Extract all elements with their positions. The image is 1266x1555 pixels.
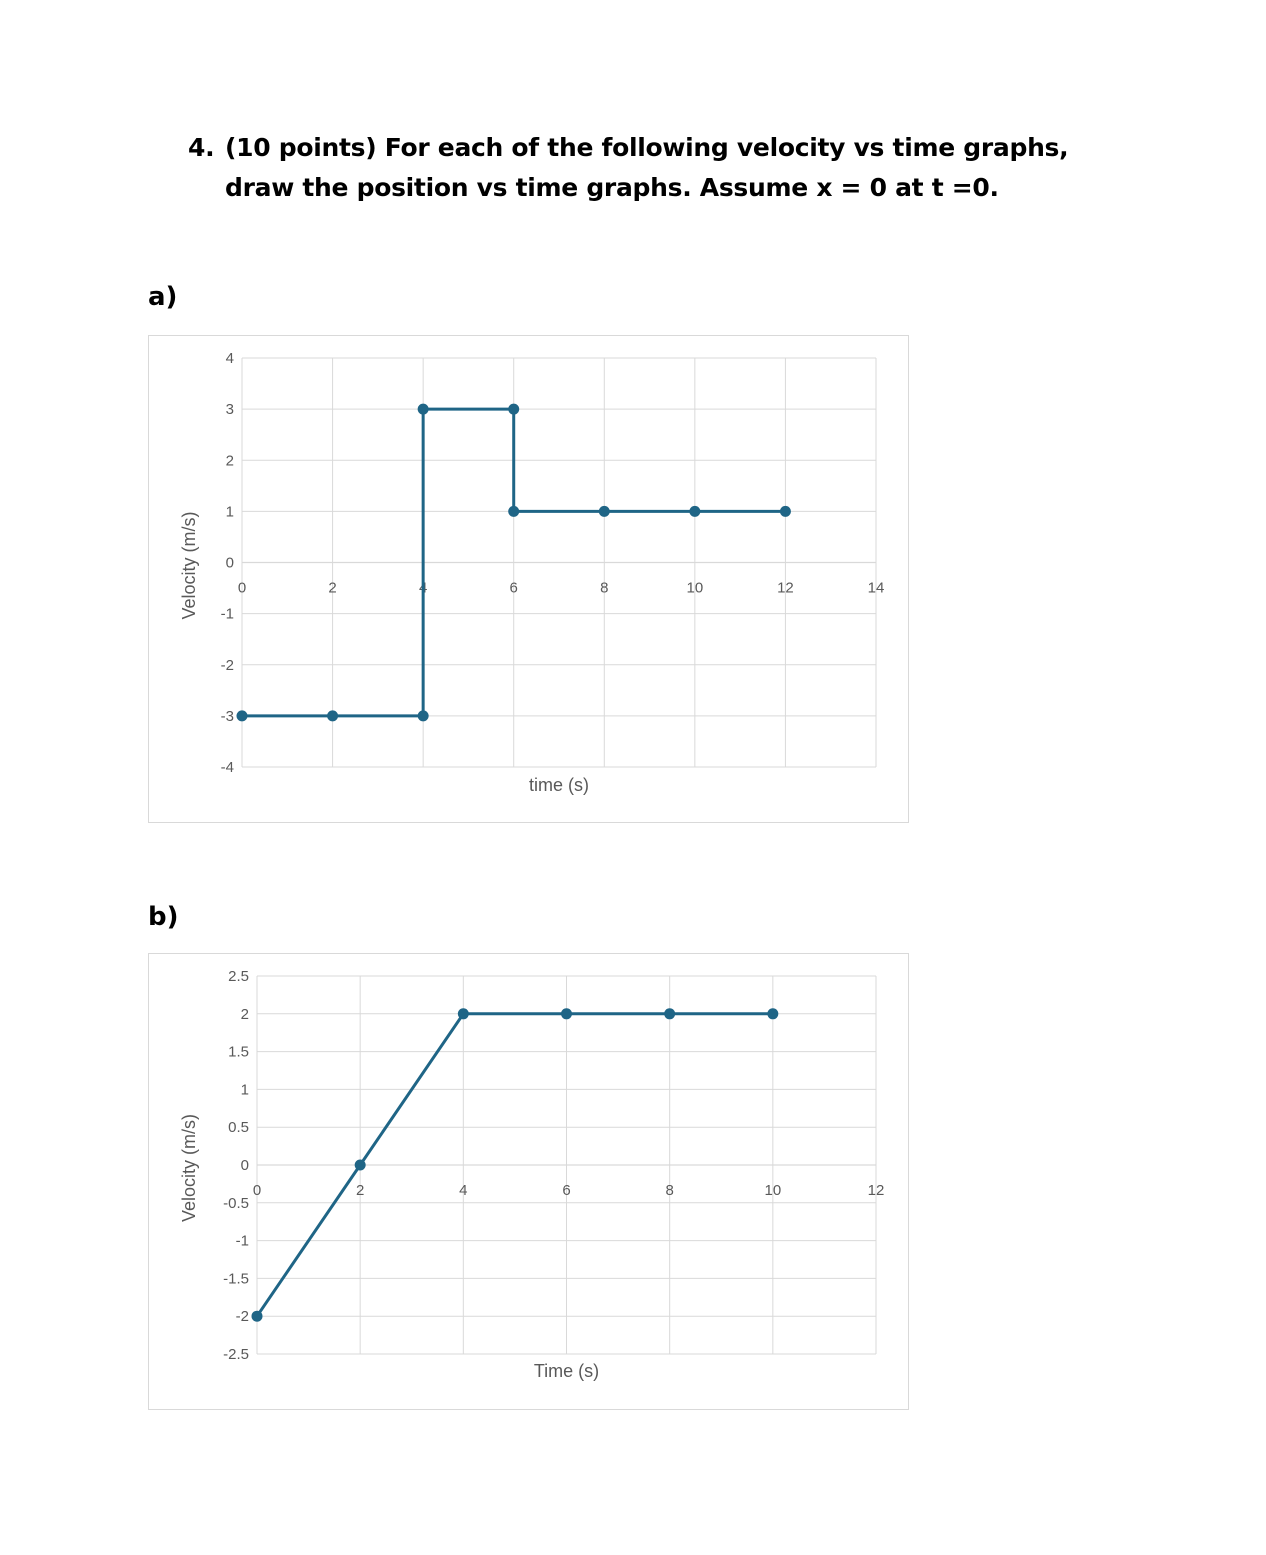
data-point — [252, 1311, 263, 1322]
x-tick-label: 4 — [459, 1182, 468, 1199]
x-tick-label: 2 — [328, 579, 337, 597]
y-tick-label: 1 — [225, 503, 234, 521]
x-tick-label: 8 — [665, 1182, 674, 1199]
y-tick-label: -2 — [220, 656, 234, 674]
x-tick-label: 12 — [867, 1182, 885, 1199]
y-tick-label: 2.5 — [228, 968, 249, 985]
y-tick-label: -2.5 — [223, 1346, 249, 1363]
y-tick-label: -1 — [235, 1232, 249, 1250]
y-tick-label: 0 — [225, 554, 234, 572]
chart-b-svg — [149, 954, 910, 1411]
data-point — [780, 506, 791, 517]
y-tick-label: 0 — [240, 1157, 249, 1174]
y-axis-title: Velocity (m/s) — [179, 511, 199, 620]
x-tick-label: 10 — [764, 1182, 782, 1199]
y-tick-label: 2 — [240, 1005, 249, 1023]
data-point — [237, 710, 248, 721]
data-point — [767, 1008, 778, 1019]
y-tick-label: 1.5 — [228, 1043, 249, 1061]
y-tick-label: -0.5 — [223, 1194, 249, 1212]
x-axis-title: Time (s) — [533, 1361, 600, 1381]
data-point — [561, 1008, 572, 1019]
x-tick-label: 6 — [562, 1182, 571, 1199]
x-tick-label: 14 — [867, 579, 885, 597]
chart-a-svg — [149, 336, 910, 824]
y-tick-label: -1 — [220, 605, 234, 623]
data-point — [355, 1160, 366, 1171]
data-point — [508, 506, 519, 517]
x-tick-label: 6 — [509, 579, 518, 597]
y-tick-label: 4 — [225, 350, 234, 367]
x-tick-label: 10 — [686, 579, 704, 597]
question-number: 4. — [188, 133, 215, 162]
x-tick-label: 12 — [777, 579, 794, 597]
y-tick-label: 2 — [225, 452, 234, 470]
x-tick-label: 0 — [252, 1182, 262, 1199]
data-point — [599, 506, 610, 517]
x-tick-label: 0 — [237, 579, 247, 597]
data-point — [418, 404, 429, 415]
data-point — [508, 404, 519, 415]
data-point — [689, 506, 700, 517]
y-tick-label: -1.5 — [223, 1270, 249, 1288]
data-point — [458, 1008, 469, 1019]
x-axis-title: time (s) — [529, 775, 589, 795]
question-text: (10 points) For each of the following velocity vs time graphs, draw the position vs time graphs. Assume x = 0 at t =0. — [225, 133, 1069, 202]
data-point — [327, 710, 338, 721]
x-tick-label: 8 — [600, 579, 609, 597]
data-point — [664, 1008, 675, 1019]
part-b-label: b) — [148, 902, 179, 932]
y-axis-title: Velocity (m/s) — [179, 1113, 199, 1223]
data-point — [418, 710, 429, 721]
part-a-label: a) — [148, 282, 178, 312]
y-tick-label: -4 — [220, 759, 234, 776]
chart-b — [148, 953, 909, 1410]
x-tick-label: 4 — [418, 579, 428, 597]
y-tick-label: 0.5 — [228, 1119, 249, 1137]
y-tick-label: 1 — [240, 1081, 249, 1099]
y-tick-label: -2 — [235, 1308, 249, 1326]
y-tick-label: -3 — [220, 707, 234, 725]
y-tick-label: 3 — [225, 401, 234, 419]
x-tick-label: 2 — [355, 1182, 365, 1199]
chart-a — [148, 335, 909, 823]
